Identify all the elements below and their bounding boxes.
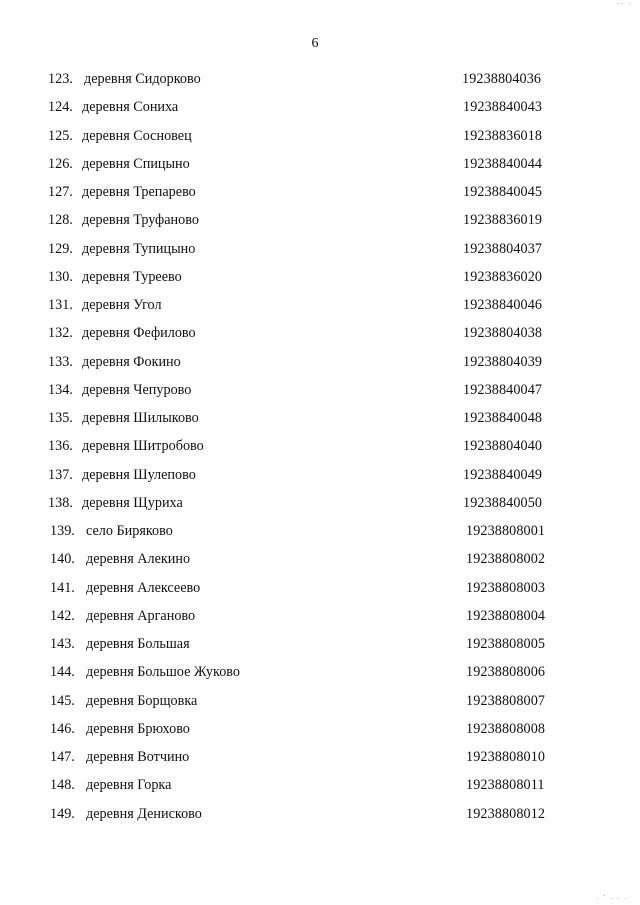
settlement-name: деревня Шитробово — [82, 438, 204, 455]
item-number: 148. — [50, 777, 75, 794]
oktmo-code: 19238804036 — [462, 71, 542, 87]
oktmo-code: 19238804038 — [463, 325, 543, 342]
item-number: 142. — [50, 607, 75, 624]
oktmo-code: 19238840046 — [463, 297, 543, 313]
item-number: 140. — [50, 551, 75, 568]
settlement-name: деревня Спицыно — [82, 155, 190, 172]
settlement-list — [0, 70, 640, 833]
settlement-name: деревня Горка — [86, 777, 172, 794]
page-number: 6 — [311, 36, 319, 51]
item-number: 132. — [48, 325, 73, 342]
list-item — [0, 211, 640, 239]
settlement-name: деревня Сосновец — [82, 127, 192, 144]
oktmo-code: 19238804037 — [463, 240, 543, 257]
settlement-name: деревня Тупицыно — [82, 240, 196, 257]
settlement-name: деревня Угол — [82, 297, 162, 313]
list-item — [0, 296, 640, 324]
item-number: 137. — [48, 466, 73, 483]
item-number: 141. — [50, 579, 75, 596]
list-item — [0, 805, 640, 833]
list-item — [0, 579, 640, 607]
settlement-name: деревня Денисково — [86, 805, 202, 822]
settlement-name: деревня Борщовка — [86, 692, 198, 709]
item-number: 130. — [48, 268, 73, 285]
oktmo-code: 19238840048 — [463, 410, 543, 426]
item-number: 128. — [48, 212, 73, 229]
settlement-name: деревня Труфаново — [82, 212, 199, 229]
settlement-name: деревня Фокино — [82, 353, 181, 370]
settlement-name: деревня Арганово — [86, 607, 196, 624]
settlement-name: деревня Шулепово — [82, 466, 196, 483]
oktmo-code: 19238836020 — [463, 268, 543, 285]
settlement-name: деревня Фефилово — [82, 325, 196, 342]
oktmo-code: 19238804040 — [463, 438, 543, 455]
oktmo-code: 19238808001 — [466, 523, 546, 539]
oktmo-code: 19238808012 — [466, 805, 546, 822]
oktmo-code: 19238840050 — [463, 494, 543, 511]
settlement-name: деревня Большое Жуково — [86, 664, 240, 681]
item-number: 135. — [48, 410, 73, 426]
list-item — [0, 127, 640, 155]
list-item — [0, 522, 640, 550]
list-item — [0, 720, 640, 748]
settlement-name: деревня Вотчино — [86, 749, 190, 765]
oktmo-code: 19238808005 — [466, 636, 546, 652]
settlement-name: деревня Большая — [86, 636, 190, 652]
settlement-name: село Биряково — [86, 523, 173, 539]
item-number: 139. — [50, 523, 75, 539]
oktmo-code: 19238836018 — [463, 127, 543, 144]
item-number: 144. — [50, 664, 75, 681]
oktmo-code: 19238840049 — [463, 466, 543, 483]
list-item — [0, 550, 640, 578]
list-item — [0, 381, 640, 409]
list-item — [0, 183, 640, 211]
list-item — [0, 635, 640, 663]
item-number: 149. — [50, 805, 75, 822]
list-item — [0, 353, 640, 381]
settlement-name: деревня Щуриха — [82, 494, 183, 511]
oktmo-code: 19238804039 — [463, 353, 543, 370]
list-item — [0, 155, 640, 183]
oktmo-code: 19238808010 — [466, 749, 546, 765]
oktmo-code: 19238808004 — [466, 607, 546, 624]
settlement-name: деревня Сидорково — [84, 71, 201, 87]
list-item — [0, 70, 640, 98]
item-number: 133. — [48, 353, 73, 370]
list-item — [0, 98, 640, 126]
item-number: 145. — [50, 692, 75, 709]
item-number: 131. — [48, 297, 73, 313]
item-number: 138. — [48, 494, 73, 511]
oktmo-code: 19238808003 — [466, 579, 546, 596]
oktmo-code: 19238836019 — [463, 212, 543, 229]
oktmo-code: 19238840047 — [463, 381, 543, 398]
item-number: 129. — [48, 240, 73, 257]
list-item — [0, 240, 640, 268]
item-number: 134. — [48, 381, 73, 398]
settlement-name: деревня Алекино — [86, 551, 191, 568]
scan-mark-top: .. . — [618, 0, 632, 6]
item-number: 146. — [50, 720, 75, 737]
list-item — [0, 692, 640, 720]
oktmo-code: 19238808006 — [466, 664, 546, 681]
settlement-name: деревня Трепарево — [82, 184, 196, 200]
oktmo-code: 19238808011 — [466, 777, 545, 794]
settlement-name: деревня Чепурово — [82, 381, 192, 398]
oktmo-code: 19238808007 — [466, 692, 546, 709]
list-item — [0, 324, 640, 352]
settlement-name: деревня Шилыково — [82, 410, 199, 426]
list-item — [0, 466, 640, 494]
item-number: 125. — [48, 127, 73, 144]
list-item — [0, 748, 640, 776]
item-number: 127. — [48, 184, 73, 200]
scan-mark-bottom: . ' . . . — [596, 895, 628, 901]
list-item — [0, 663, 640, 691]
item-number: 126. — [48, 155, 73, 172]
item-number: 123. — [48, 71, 73, 87]
oktmo-code: 19238808002 — [466, 551, 546, 568]
settlement-name: деревня Брюхово — [86, 720, 190, 737]
item-number: 124. — [48, 99, 73, 116]
item-number: 136. — [48, 438, 73, 455]
item-number: 143. — [50, 636, 75, 652]
oktmo-code: 19238840044 — [463, 155, 543, 172]
oktmo-code: 19238808008 — [466, 720, 546, 737]
list-item — [0, 494, 640, 522]
oktmo-code: 19238840045 — [463, 184, 543, 200]
list-item — [0, 607, 640, 635]
settlement-name: деревня Алексеево — [86, 579, 201, 596]
settlement-name: деревня Сониха — [82, 99, 179, 116]
list-item — [0, 268, 640, 296]
settlement-name: деревня Туреево — [82, 268, 182, 285]
item-number: 147. — [50, 749, 75, 765]
list-item — [0, 437, 640, 465]
list-item — [0, 409, 640, 437]
list-item — [0, 776, 640, 804]
oktmo-code: 19238840043 — [463, 99, 543, 116]
